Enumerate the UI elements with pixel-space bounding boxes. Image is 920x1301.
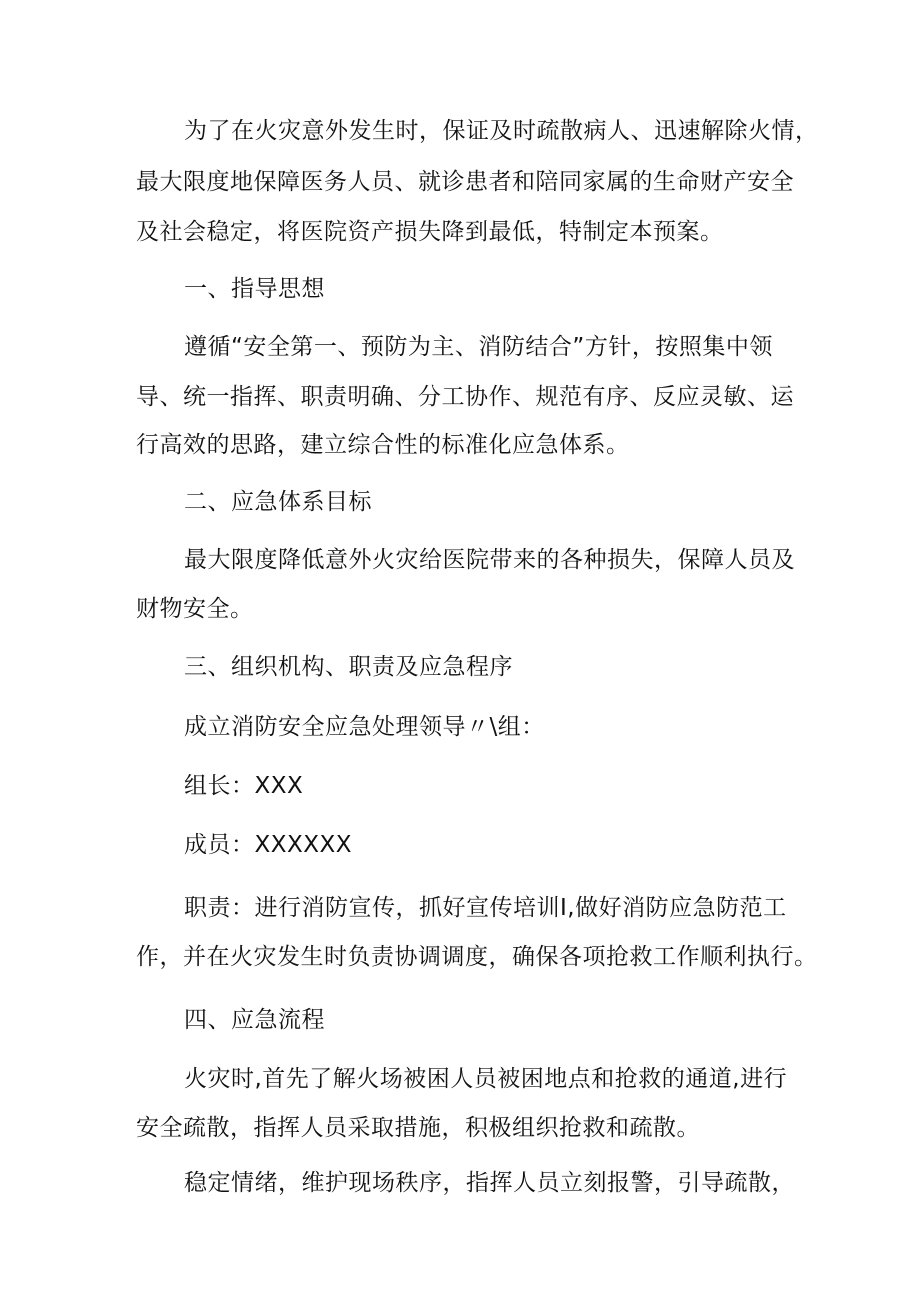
section-4-heading: 四、应急流程 bbox=[184, 1007, 325, 1033]
section-3-heading: 三、组织机构、职责及应急程序 bbox=[184, 654, 513, 680]
section-4-line-2: 安全疏散，指挥人员采取措施，积极组织抢救和疏散。 bbox=[136, 1115, 700, 1141]
intro-line-3: 及社会稳定，将医院资产损失降到最低，特制定本预案。 bbox=[136, 219, 724, 245]
section-3-duty-line-2: 作，并在火灾发生时负责协调调度，确保各项抢救工作顺利执行。 bbox=[136, 944, 818, 970]
section-3-leader: 组长：XXX bbox=[184, 773, 304, 799]
section-3-duty-line-1: 职责：进行消防宣传，抓好宣传培训I,做好消防应急防范工 bbox=[184, 895, 787, 921]
section-2-line-1: 最大限度降低意外火灾给医院带来的各种损失，保障人员及 bbox=[184, 547, 795, 573]
section-1-line-1: 遵循“安全第一、预防为主、消防结合”方针，按照集中领 bbox=[184, 334, 773, 360]
intro-line-2: 最大限度地保障医务人员、就诊患者和陪同家属的生命财产安全 bbox=[136, 169, 794, 195]
section-1-heading: 一、指导思想 bbox=[184, 276, 325, 302]
section-3-group: 成立消防安全应急处理领导〃\组： bbox=[184, 714, 545, 740]
section-4-last-line: 稳定情绪，维护现场秩序，指挥人员立刻报警，引导疏散， bbox=[184, 1170, 795, 1196]
section-4-line-1: 火灾时,首先了解火场被困人员被困地点和抢救的通道,进行 bbox=[184, 1066, 788, 1092]
section-1-line-2: 导、统一指挥、职责明确、分工协作、规范有序、反应灵敏、运 bbox=[136, 384, 794, 410]
intro-line-1: 为了在火灾意外发生时，保证及时疏散病人、迅速解除火情， bbox=[184, 118, 819, 144]
section-1-line-3: 行高效的思路，建立综合性的标准化应急体系。 bbox=[136, 432, 630, 458]
section-2-line-2: 财物安全。 bbox=[136, 596, 254, 622]
section-2-heading: 二、应急体系目标 bbox=[184, 489, 372, 515]
section-3-members: 成员：XXXXXX bbox=[184, 832, 353, 858]
